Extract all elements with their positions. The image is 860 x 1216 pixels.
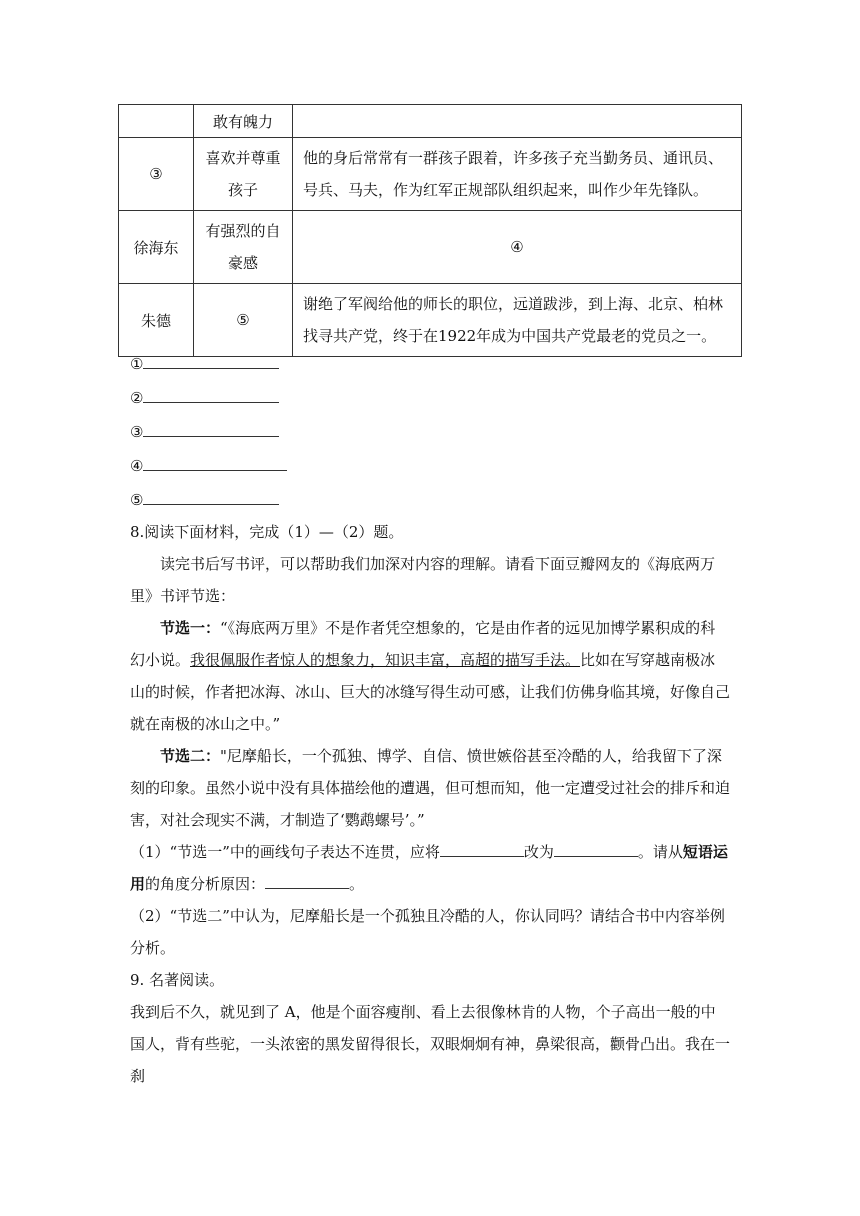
- answer-line-5: ⑤: [130, 490, 279, 509]
- sub-question-1: （1）“节选一”中的画线句子表达不连贯，应将 改为 。请从短语运用的角度分析原因： 。: [130, 843, 728, 893]
- excerpt-2: 节选二："尼摩船长，一个孤独、博学、自信、愤世嫉俗甚至冷酷的人，给我留下了深刻的印象。虽然小说中没有具体描绘他的遭遇，但可想而知，他一定遭受过社会的排斥和迫害，对社会现实不满，才制造了‘鹦鹉螺号’。”: [130, 747, 731, 829]
- answer-line-2: ②: [130, 388, 279, 407]
- answer-line-3: ③: [130, 422, 279, 441]
- fill-blank: [265, 874, 349, 889]
- table-cell: 谢绝了军阀给他的师长的职位，远道跋涉，到上海、北京、柏林找寻共产党，终于在1922年成为中国共产党最老的党员之一。: [293, 284, 742, 357]
- table-cell: 敢有魄力: [194, 105, 293, 138]
- answer-line-4: ④: [130, 456, 287, 475]
- fill-blank: [554, 842, 638, 857]
- table-cell: 徐海东: [119, 211, 194, 284]
- sub-question-2: （2）“节选二”中认为，尼摩船长是一个孤独且冷酷的人，你认同吗？请结合书中内容举例分析。: [130, 907, 725, 957]
- excerpt-1: 节选一：“《海底两万里》不是作者凭空想象的，它是由作者的远见加博学累积成的科幻小说。我很佩服作者惊人的想象力，知识丰富，高超的描写手法。比如在写穿越南极冰山的时候，作者把冰海、冰山、巨大的冰缝写得生动可感，让我们仿佛身临其境，好像自己就在南极的冰山之中。”: [130, 619, 731, 733]
- table-cell: 喜欢并尊重孩子: [194, 138, 293, 211]
- question-title: 8.阅读下面材料，完成（1）—（2）题。: [130, 523, 404, 541]
- table-row: [119, 284, 742, 357]
- table-row: [119, 211, 742, 284]
- question-9-title: 9. 名著阅读。: [130, 971, 225, 989]
- fill-blank: [440, 842, 524, 857]
- table-cell: [119, 105, 194, 138]
- excerpt-label: 节选二：: [160, 747, 221, 765]
- table-cell: 朱德: [119, 284, 194, 357]
- intro-paragraph: 读完书后写书评，可以帮助我们加深对内容的理解。请看下面豆瓣网友的《海底两万里》书评节选：: [130, 555, 716, 605]
- table-cell: ④: [293, 211, 742, 284]
- question-9-text: 我到后不久，就见到了 A，他是个面容瘦削、看上去很像林肯的人物，个子高出一般的中国人，背有些驼，一头浓密的黑发留得很长，双眼炯炯有神，鼻梁很高，颧骨凸出。我在一刹: [130, 1003, 731, 1085]
- character-table: [118, 104, 742, 357]
- table-cell: ③: [119, 138, 194, 211]
- table-cell: 有强烈的自豪感: [194, 211, 293, 284]
- underlined-sentence: 我很佩服作者惊人的想象力，知识丰富，高超的描写手法。: [190, 651, 581, 669]
- table-cell: [293, 105, 742, 138]
- table-cell: ⑤: [194, 284, 293, 357]
- table-row: [119, 105, 742, 138]
- excerpt-label: 节选一：: [160, 619, 221, 637]
- question-8: [130, 516, 730, 1092]
- table-row: [119, 138, 742, 211]
- answer-line-1: ①: [130, 354, 279, 373]
- table-cell: 他的身后常常有一群孩子跟着，许多孩子充当勤务员、通讯员、号兵、马夫，作为红军正规部队组织起来，叫作少年先锋队。: [293, 138, 742, 211]
